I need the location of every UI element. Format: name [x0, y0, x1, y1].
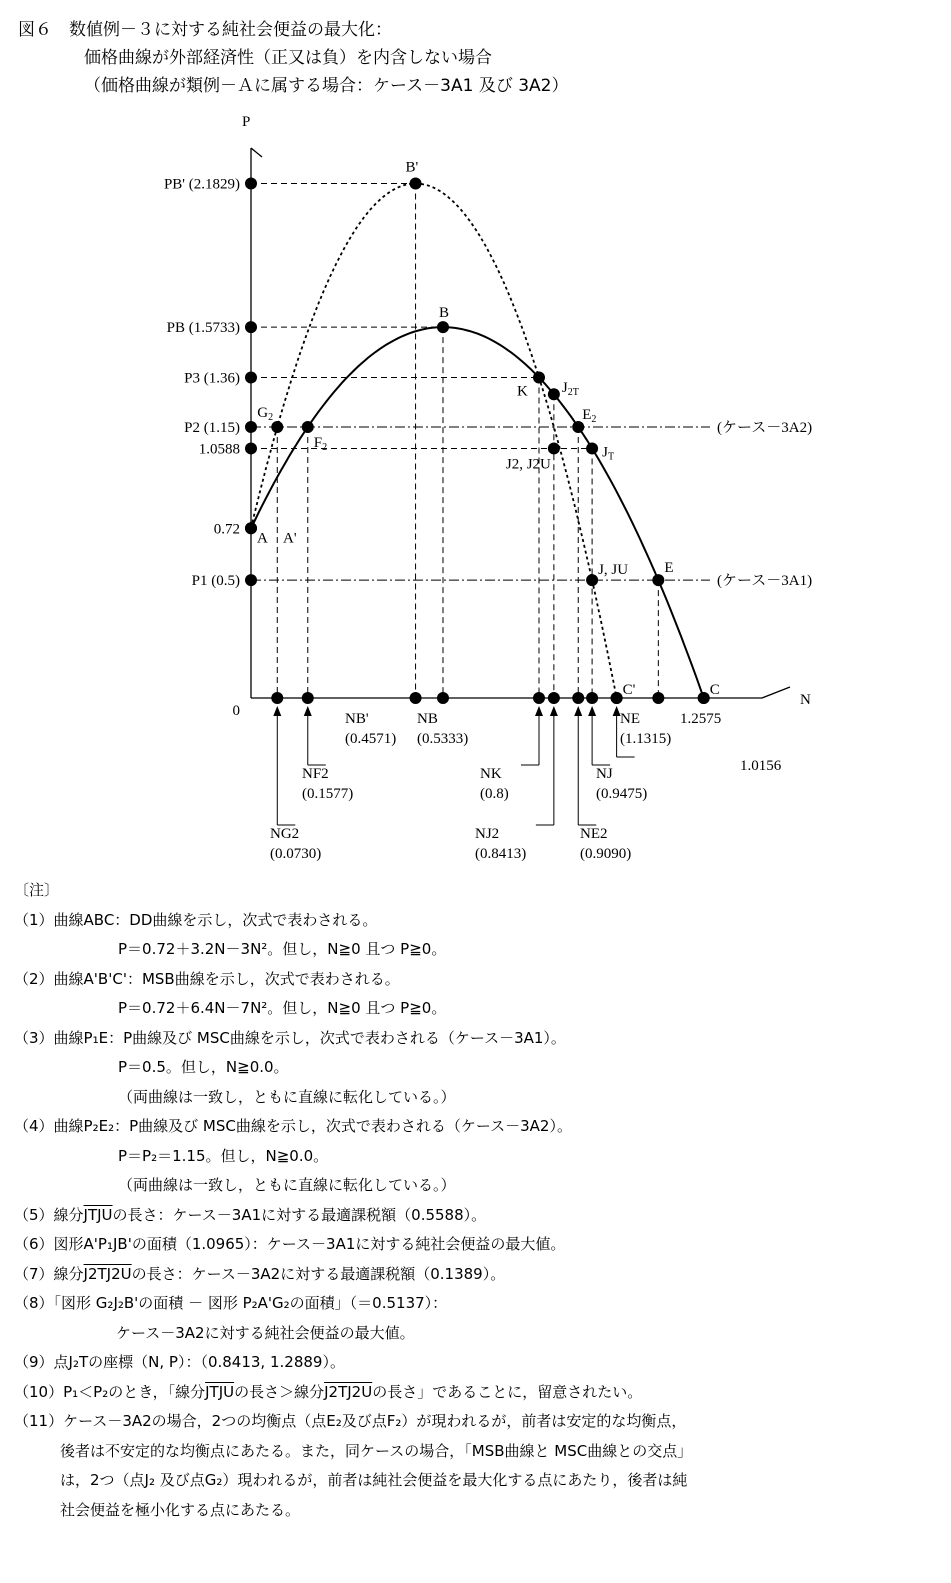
x-tick-label-8: 1.0156	[740, 758, 782, 774]
x-tick-label-4: NK (0.8)	[480, 766, 509, 802]
note-8: （8）「図形 G₂J₂B'の面積 － 図形 P₂A'G₂の面積」（＝0.5137）：	[14, 1294, 448, 1312]
note-11: （11）ケース－3A2の場合，2つの均衡点（点E₂及び点F₂）が現われるが，前者は安定的な均衡点，	[14, 1412, 687, 1430]
point-label-4: C	[709, 682, 720, 698]
y-axis-tip	[251, 148, 262, 157]
note-5-segment: JTJU	[83, 1205, 113, 1224]
point-label-1: A'	[283, 530, 297, 547]
x-tick-label-0: NG2 (0.0730)	[270, 826, 322, 862]
point-10	[533, 371, 545, 383]
point-3	[410, 177, 422, 189]
y-tick-dot-6	[245, 574, 257, 586]
point-label-0: A	[257, 530, 268, 547]
guide-lines	[251, 183, 710, 825]
point-label-9: $G_2$	[257, 404, 274, 423]
note-7-post: の長さ：ケース－3A2に対する最適課税額（0.1389）。	[131, 1264, 506, 1283]
x-tick-label-10: 1.2575	[680, 711, 722, 727]
curve-dd	[251, 327, 704, 698]
y-tick-label-4: 1.0588	[198, 441, 240, 458]
x-arrow-7	[588, 706, 596, 716]
point-label-2: B	[438, 305, 450, 322]
point-label-7: $E_2$	[582, 406, 597, 425]
x-axis-tip	[762, 687, 790, 698]
x-tick-label-2: NB' (0.4571)	[345, 711, 397, 747]
note-4-remark: （両曲線は一致し，ともに直線に転化している。）	[118, 1176, 456, 1194]
point-6	[652, 574, 664, 586]
point-13	[586, 442, 598, 454]
y-tick-label-0: PB' (2.1829)	[163, 176, 240, 193]
notes	[14, 876, 939, 1525]
point-2	[437, 321, 449, 333]
y-tick-dot-5	[245, 522, 257, 534]
y-tick-dot-2	[245, 371, 257, 383]
note-3-remark: （両曲線は一致し，ともに直線に転化している。）	[118, 1087, 456, 1106]
note-1: （1）曲線ABC：DD曲線を示し，次式で表わされる。	[14, 910, 378, 929]
x-tick-label-5: NJ2 (0.8413)	[475, 826, 527, 862]
y-tick-label-7: 0	[232, 703, 240, 719]
note-9: （9）点J₂Tの座標（N, P）：（0.8413, 1.2889）。	[14, 1353, 345, 1371]
note-11-cont-3: 社会便益を極小化する点にあたる。	[60, 1500, 301, 1519]
title-line-1: 図６ 数値例－３に対する純社会便益の最大化：	[18, 20, 392, 40]
note-5-post: の長さ：ケース－3A1に対する最適課税額（0.5588）。	[112, 1205, 487, 1224]
point-12	[548, 442, 560, 454]
note-2: （2）曲線A'B'C'：MSB曲線を示し，次式で表わされる。	[14, 969, 400, 988]
case-line-label-2: (ケース－3A2)	[717, 419, 813, 436]
point-label-11: $J_{2T}$	[561, 380, 579, 399]
note-7-pre: （7）線分	[14, 1264, 84, 1283]
y-tick-dot-1	[245, 321, 257, 333]
title-line-2: 価格曲線が外部経済性（正又は負）を内含しない場合	[84, 48, 492, 68]
note-3: （3）曲線P₁E：P曲線及び MSC曲線を示し，次式で表わされる（ケース－3A1）。	[14, 1028, 566, 1047]
point-14	[586, 574, 598, 586]
x-tick-label-7: NJ (0.9475)	[596, 766, 648, 802]
point-label-5: C'	[622, 682, 636, 698]
x-tick-dot-1	[302, 692, 314, 704]
curve-msb	[251, 184, 617, 699]
note-10-segment-1: JTJU	[205, 1382, 235, 1401]
x-tick-dot-3	[437, 692, 449, 704]
note-5-pre: （5）線分	[14, 1205, 84, 1224]
note-10-segment-2: J2TJ2U	[324, 1382, 373, 1401]
notes-header: 〔注〕	[14, 881, 60, 899]
point-label-12: J2, J2U	[505, 456, 551, 473]
y-tick-label-2: P3 (1.36)	[184, 370, 240, 387]
title-line-3: （価格曲線が類例－Ａに属する場合：ケース－3A1 及び 3A2）	[84, 76, 569, 96]
y-tick-dot-4	[245, 442, 257, 454]
x-tick-dot-0	[271, 692, 283, 704]
x-axis-label: N	[800, 692, 811, 708]
y-tick-label-3: P2 (1.15)	[184, 419, 240, 436]
y-tick-label-1: PB (1.5733)	[166, 320, 240, 337]
note-5	[14, 1201, 939, 1231]
note-10-pre: （10）P₁＜P₂のとき，「線分	[14, 1382, 206, 1401]
x-tick-dot-4	[533, 692, 545, 704]
note-10-post: の長さ」であることに，留意されたい。	[372, 1382, 643, 1401]
point-label-3: B'	[405, 159, 419, 176]
x-tick-dot-8	[611, 692, 623, 704]
point-label-13: $J_T$	[602, 444, 615, 463]
x-tick-dot-5	[548, 692, 560, 704]
note-7-segment: J2TJ2U	[83, 1264, 132, 1283]
x-arrow-6	[574, 706, 582, 716]
x-arrow-0	[273, 706, 281, 716]
note-11-cont-2: は，2つ（点J₂ 及び点G₂）現われるが，前者は純社会便益を最大化する点にあたり，後者は純	[60, 1471, 688, 1489]
note-2-formula: P＝0.72＋6.4N－7N²。但し，N≧0 且つ P≧0。	[118, 999, 447, 1017]
x-tick-dot-6	[572, 692, 584, 704]
point-label-10: K	[517, 383, 528, 400]
note-8-cont: ケース－3A2に対する純社会便益の最大値。	[116, 1323, 415, 1342]
note-3-formula: P＝0.5。但し，N≧0.0。	[118, 1058, 289, 1076]
y-tick-dot-0	[245, 177, 257, 189]
point-label-6: E	[664, 560, 674, 577]
x-tick-label-6: NE2 (0.9090)	[580, 826, 632, 862]
y-tick-label-5: 0.72	[213, 521, 240, 538]
point-11	[548, 388, 560, 400]
note-11-cont-1: 後者は不安定的な均衡点にあたる。また，同ケースの場合，「MSB曲線と MSC曲線との交点」	[60, 1441, 693, 1460]
axes	[251, 148, 790, 698]
x-tick-dot-7	[586, 692, 598, 704]
note-4: （4）曲線P₂E₂：P曲線及び MSC曲線を示し，次式で表わされる（ケース－3A2）。	[14, 1117, 572, 1135]
note-1-formula: P＝0.72＋3.2N－3N²。但し，N≧0 且つ P≧0。	[118, 940, 447, 958]
point-8	[302, 421, 314, 433]
x-tick-label-9: NE (1.1315)	[620, 711, 672, 747]
x-arrow-5	[550, 706, 558, 716]
x-arrow-4	[535, 706, 543, 716]
note-7	[14, 1260, 939, 1290]
y-axis-label: P	[242, 114, 251, 130]
y-tick-dot-3	[245, 421, 257, 433]
note-4-formula: P＝P₂＝1.15。但し，N≧0.0。	[118, 1146, 329, 1165]
note-10-mid: の長さ＞線分	[234, 1382, 325, 1401]
case-line-label-1: (ケース－3A1)	[717, 573, 813, 590]
x-tick-label-1: NF2 (0.1577)	[302, 766, 354, 802]
x-tick-dot-10	[698, 692, 710, 704]
point-label-8: $F_2$	[313, 434, 328, 453]
x-tick-dot-9	[652, 692, 664, 704]
x-arrow-1	[304, 706, 312, 716]
x-tick-label-3: NB (0.5333)	[417, 711, 469, 747]
note-6: （6）図形A'P₁JB'の面積（1.0965）：ケース－3A1に対する純社会便益の最大値。	[14, 1235, 566, 1253]
x-tick-dot-2	[410, 692, 422, 704]
labels	[164, 114, 812, 862]
y-tick-label-6: P1 (0.5)	[191, 573, 240, 590]
point-label-14: J, JU	[598, 562, 629, 579]
note-10	[14, 1378, 939, 1408]
